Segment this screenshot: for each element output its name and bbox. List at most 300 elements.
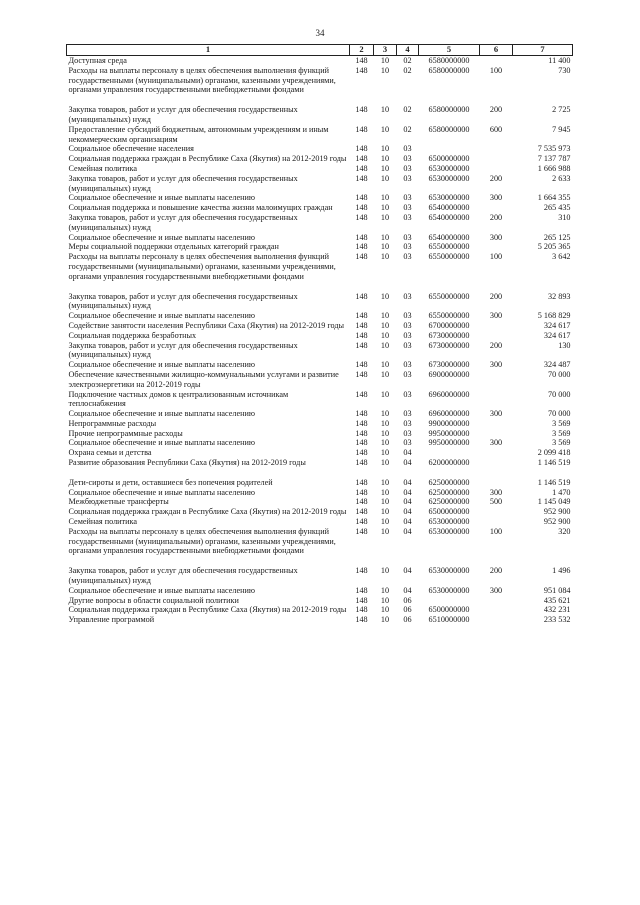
row-section: 10 [380,144,390,154]
row-target-article: 6960000000 [428,389,470,399]
row-target-article: 9950000000 [428,438,470,448]
row-target-article: 6580000000 [428,65,470,75]
row-spacer-cell [67,282,573,292]
row-target-article: 6530000000 [428,517,470,527]
row-subsection: 03 [403,242,412,252]
row-name: Социальное обеспечение населения [68,144,194,154]
row-expense-type: 200 [489,566,503,576]
row-expense-type [480,507,513,517]
row-subsection: 03 [403,369,412,379]
row-name: Расходы на выплаты персоналу в целях обеспечения выполнения функций государственными (муниципальными) органами, казенными учреждениями, органами управления государственными внебюджетными фондами [68,65,336,95]
row-expense-type: 100 [489,526,503,536]
row-grbs: 148 [355,448,368,458]
table-row [67,213,573,233]
row-amount: 432 231 [543,605,571,615]
row-section: 10 [380,566,390,576]
row-expense-type [480,321,513,331]
row-subsection: 06 [403,605,412,615]
row-amount: 952 900 [543,517,571,527]
row-target-article: 9950000000 [428,428,470,438]
row-name: Прочие непрограммные расходы [68,428,183,438]
row-subsection: 02 [403,65,412,75]
row-grbs: 148 [355,252,368,262]
row-section: 10 [380,212,390,222]
row-section: 10 [380,477,390,487]
row-target-article: 6540000000 [428,212,470,222]
row-amount: 1 146 519 [537,477,571,487]
table-row [67,488,573,498]
row-amount: 233 532 [543,615,571,625]
table-row [67,311,573,321]
row-amount: 2 725 [552,105,571,115]
row-expense-type: 200 [489,340,503,350]
row-name: Социальное обеспечение и иные выплаты населению [68,487,255,497]
row-expense-type: 600 [489,124,503,134]
table-row [67,144,573,154]
row-target-article: 6530000000 [428,566,470,576]
row-section: 10 [380,585,390,595]
table-row [67,517,573,527]
table-row [67,154,573,164]
row-section: 10 [380,56,390,65]
row-target-article: 6530000000 [428,526,470,536]
table-row [67,370,573,390]
row-amount: 2 633 [552,173,571,183]
row-amount: 3 569 [552,428,571,438]
row-section: 10 [380,320,390,330]
row-section: 10 [380,154,390,164]
row-grbs: 148 [355,487,368,497]
row-amount: 5 168 829 [537,311,571,321]
row-expense-type [480,605,513,615]
table-row [67,203,573,213]
table-row [67,360,573,370]
table-row [67,507,573,517]
row-subsection: 03 [403,428,412,438]
row-grbs: 148 [355,615,368,625]
row-expense-type [480,164,513,174]
table-row [67,615,573,625]
row-subsection: 04 [403,507,412,517]
row-name: Социальное обеспечение и иные выплаты населению [68,232,255,242]
row-target-article [419,596,480,606]
row-subsection: 03 [403,232,412,242]
row-name: Закупка товаров, работ и услуг для обеспечения государственных (муниципальных) нужд [68,340,298,360]
row-name: Межбюджетные трансферты [68,497,169,507]
row-grbs: 148 [355,311,368,321]
row-grbs: 148 [355,389,368,399]
table-row [67,448,573,458]
row-name: Другие вопросы в области социальной политики [68,595,239,605]
row-section: 10 [380,311,390,321]
table-body [67,56,573,626]
row-section: 10 [380,487,390,497]
table-row [67,409,573,419]
row-target-article: 6550000000 [428,252,470,262]
table-row [67,605,573,615]
row-subsection: 03 [403,360,412,370]
table-row [67,125,573,145]
row-amount: 1 146 519 [537,458,571,468]
row-name: Закупка товаров, работ и услуг для обеспечения государственных (муниципальных) нужд [68,566,298,586]
row-expense-type [480,144,513,154]
row-target-article: 6540000000 [428,203,470,213]
row-grbs: 148 [355,163,368,173]
table-row [67,56,573,66]
table-row [67,497,573,507]
row-section: 10 [380,124,390,134]
row-target-article: 6730000000 [428,330,470,340]
row-amount: 265 435 [543,203,571,213]
row-expense-type [480,458,513,468]
row-section: 10 [380,232,390,242]
table-row [67,341,573,361]
row-amount: 5 205 365 [537,242,571,252]
row-grbs: 148 [355,65,368,75]
row-expense-type: 100 [489,252,503,262]
row-section: 10 [380,242,390,252]
row-expense-type: 300 [489,438,503,448]
row-name: Дети-сироты и дети, оставшиеся без попечения родителей [68,477,273,487]
row-amount: 70 000 [547,369,571,379]
row-target-article: 6530000000 [428,163,470,173]
row-subsection: 03 [403,409,412,419]
row-spacer [67,282,573,292]
row-expense-type: 200 [489,173,503,183]
row-name: Социальная поддержка граждан в Республике Саха (Якутия) на 2012-2019 годы [68,507,347,517]
row-subsection: 06 [403,615,412,625]
table-row [67,105,573,125]
row-grbs: 148 [355,330,368,340]
row-section: 10 [380,291,390,301]
row-name: Доступная среда [68,56,127,65]
row-amount: 7 535 973 [537,144,571,154]
row-subsection: 03 [403,144,412,154]
row-subsection: 03 [403,203,412,213]
row-name: Социальное обеспечение и иные выплаты населению [68,193,255,203]
column-header-amount: 7 [513,45,573,56]
row-grbs: 148 [355,566,368,576]
row-name: Развитие образования Республики Саха (Якутия) на 2012-2019 годы [68,458,306,468]
row-target-article [419,448,480,458]
row-expense-type: 100 [489,65,503,75]
row-name: Закупка товаров, работ и услуг для обеспечения государственных (муниципальных) нужд [68,291,298,311]
row-subsection: 03 [403,173,412,183]
row-section: 10 [380,65,390,75]
row-expense-type [480,154,513,164]
row-spacer-cell [67,95,573,105]
row-amount: 70 000 [547,409,571,419]
row-expense-type: 200 [489,212,503,222]
row-target-article: 6550000000 [428,311,470,321]
row-grbs: 148 [355,507,368,517]
row-section: 10 [380,409,390,419]
row-amount: 3 569 [552,418,571,428]
column-header-target-article: 5 [419,45,480,56]
row-subsection: 03 [403,438,412,448]
row-section: 10 [380,497,390,507]
row-grbs: 148 [355,173,368,183]
row-target-article: 6250000000 [428,477,470,487]
row-spacer-cell [67,556,573,566]
row-target-article [419,144,480,154]
row-name: Расходы на выплаты персоналу в целях обеспечения выполнения функций государственными (муниципальными) органами, казенными учреждениями, органами управления государственными внебюджетными фондами [68,526,336,556]
row-subsection: 03 [403,311,412,321]
row-grbs: 148 [355,595,368,605]
row-section: 10 [380,389,390,399]
row-expense-type [480,448,513,458]
row-grbs: 148 [355,369,368,379]
row-subsection: 03 [403,252,412,262]
row-section: 10 [380,173,390,183]
row-expense-type [480,390,513,410]
row-name: Меры социальной поддержки отдельных категорий граждан [68,242,279,252]
row-expense-type [480,517,513,527]
row-subsection: 03 [403,212,412,222]
row-section: 10 [380,369,390,379]
row-subsection: 03 [403,340,412,350]
row-section: 10 [380,517,390,527]
row-amount: 1 145 049 [537,497,571,507]
row-grbs: 148 [355,154,368,164]
row-expense-type [480,419,513,429]
row-section: 10 [380,428,390,438]
column-header-subsection: 4 [397,45,419,56]
row-subsection: 06 [403,595,412,605]
row-expense-type [480,331,513,341]
row-name: Социальное обеспечение и иные выплаты населению [68,585,255,595]
row-target-article: 6510000000 [428,615,470,625]
row-subsection: 03 [403,291,412,301]
row-target-article: 6550000000 [428,291,470,301]
table-row [67,478,573,488]
row-amount: 3 642 [552,252,571,262]
row-name: Социальное обеспечение и иные выплаты населению [68,409,255,419]
row-grbs: 148 [355,124,368,134]
row-expense-type: 300 [489,409,503,419]
row-name: Социальное обеспечение и иные выплаты населению [68,311,255,321]
row-target-article: 6250000000 [428,497,470,507]
row-section: 10 [380,507,390,517]
row-section: 10 [380,252,390,262]
row-section: 10 [380,448,390,458]
table-row [67,527,573,556]
row-section: 10 [380,615,390,625]
row-subsection: 04 [403,458,412,468]
row-grbs: 148 [355,497,368,507]
row-grbs: 148 [355,517,368,527]
row-section: 10 [380,438,390,448]
row-expense-type: 300 [489,311,503,321]
row-grbs: 148 [355,232,368,242]
table-row [67,193,573,203]
column-header-name: 1 [67,45,350,56]
row-subsection: 04 [403,517,412,527]
table-row [67,252,573,281]
row-subsection: 04 [403,566,412,576]
row-grbs: 148 [355,320,368,330]
table-row [67,458,573,468]
row-grbs: 148 [355,360,368,370]
table-row [67,242,573,252]
table-header-row [67,45,573,56]
row-grbs: 148 [355,340,368,350]
table-row [67,390,573,410]
row-expense-type [480,615,513,625]
row-subsection: 02 [403,56,412,65]
row-amount: 7 945 [552,124,571,134]
row-name: Предоставление субсидий бюджетным, автономным учреждениям и иным некоммерческим организациям [68,124,329,144]
row-subsection: 04 [403,448,412,458]
row-expense-type: 200 [489,291,503,301]
row-section: 10 [380,595,390,605]
row-target-article: 6550000000 [428,242,470,252]
row-target-article: 6530000000 [428,173,470,183]
row-grbs: 148 [355,418,368,428]
row-subsection: 04 [403,585,412,595]
row-target-article: 6730000000 [428,340,470,350]
row-subsection: 02 [403,105,412,115]
row-name: Социальная поддержка безработных [68,330,197,340]
row-amount: 324 617 [543,330,571,340]
table-row [67,586,573,596]
row-expense-type: 300 [489,232,503,242]
table-row [67,438,573,448]
row-amount: 324 487 [543,360,571,370]
row-section: 10 [380,418,390,428]
row-target-article: 6700000000 [428,320,470,330]
row-amount: 1 470 [552,487,571,497]
row-spacer-cell [67,468,573,478]
row-amount: 3 569 [552,438,571,448]
row-section: 10 [380,193,390,203]
row-target-article: 6500000000 [428,507,470,517]
row-subsection: 04 [403,526,412,536]
table-row [67,429,573,439]
row-name: Социальное обеспечение и иные выплаты населению [68,360,255,370]
row-expense-type [480,370,513,390]
budget-table [66,44,573,625]
row-target-article: 6900000000 [428,369,470,379]
row-grbs: 148 [355,193,368,203]
row-grbs: 148 [355,291,368,301]
row-grbs: 148 [355,605,368,615]
row-grbs: 148 [355,477,368,487]
row-amount: 1 666 988 [537,163,571,173]
row-grbs: 148 [355,585,368,595]
row-expense-type: 300 [489,585,503,595]
row-name: Содействие занятости населения Республики Саха (Якутия) на 2012-2019 годы [68,320,345,330]
row-name: Социальная поддержка граждан в Республике Саха (Якутия) на 2012-2019 годы [68,605,347,615]
row-target-article: 6500000000 [428,154,470,164]
row-spacer [67,556,573,566]
page-number: 34 [315,28,325,38]
row-subsection: 04 [403,487,412,497]
row-grbs: 148 [355,144,368,154]
row-grbs: 148 [355,212,368,222]
row-name: Подключение частных домов к централизованным источникам теплоснабжения [68,389,289,409]
row-section: 10 [380,526,390,536]
row-expense-type: 500 [489,497,503,507]
row-target-article: 6580000000 [428,56,470,65]
row-name: Охрана семьи и детства [68,448,152,458]
row-name: Закупка товаров, работ и услуг для обеспечения государственных (муниципальных) нужд [68,212,298,232]
row-subsection: 03 [403,418,412,428]
row-amount: 1 496 [552,566,571,576]
table-row [67,331,573,341]
row-grbs: 148 [355,438,368,448]
table-row [67,233,573,243]
row-subsection: 03 [403,389,412,399]
row-name: Расходы на выплаты персоналу в целях обеспечения выполнения функций государственными (муниципальными) органами, казенными учреждениями, органами управления государственными внебюджетными фондами [68,252,336,281]
row-target-article: 6960000000 [428,409,470,419]
row-target-article: 6200000000 [428,458,470,468]
row-target-article: 9900000000 [428,418,470,428]
row-subsection: 03 [403,330,412,340]
row-amount: 11 400 [548,56,571,65]
column-header-expense-type: 6 [480,45,513,56]
row-grbs: 148 [355,242,368,252]
row-amount: 435 621 [543,595,571,605]
row-section: 10 [380,105,390,115]
row-section: 10 [380,360,390,370]
table-row [67,321,573,331]
row-expense-type [480,596,513,606]
row-name: Управление программой [68,615,155,625]
row-target-article: 6530000000 [428,193,470,203]
row-expense-type [480,478,513,488]
row-section: 10 [380,340,390,350]
row-section: 10 [380,163,390,173]
row-section: 10 [380,203,390,213]
row-grbs: 148 [355,409,368,419]
row-amount: 310 [558,212,571,222]
table-row [67,419,573,429]
row-amount: 7 137 787 [537,154,571,164]
row-subsection: 03 [403,154,412,164]
row-amount: 1 664 355 [537,193,571,203]
table-row [67,596,573,606]
row-section: 10 [380,458,390,468]
row-amount: 130 [558,340,571,350]
row-section: 10 [380,330,390,340]
row-target-article: 6580000000 [428,124,470,134]
row-expense-type: 300 [489,487,503,497]
row-subsection: 03 [403,320,412,330]
row-target-article: 6730000000 [428,360,470,370]
table-row [67,292,573,312]
column-header-grbs: 2 [350,45,374,56]
row-section: 10 [380,605,390,615]
row-target-article: 6530000000 [428,585,470,595]
row-target-article: 6580000000 [428,105,470,115]
table-row [67,66,573,95]
row-grbs: 148 [355,428,368,438]
row-name: Семейная политика [68,517,138,527]
row-expense-type: 300 [489,193,503,203]
row-name: Социальная поддержка и повышение качества жизни малоимущих граждан [68,203,333,213]
row-subsection: 03 [403,193,412,203]
row-amount: 951 084 [543,585,571,595]
row-expense-type: 300 [489,360,503,370]
row-name: Закупка товаров, работ и услуг для обеспечения государственных (муниципальных) нужд [68,173,298,193]
row-amount: 2 099 418 [537,448,571,458]
table-row [67,566,573,586]
table-row [67,164,573,174]
row-amount: 952 900 [543,507,571,517]
row-grbs: 148 [355,105,368,115]
row-amount: 320 [558,526,571,536]
